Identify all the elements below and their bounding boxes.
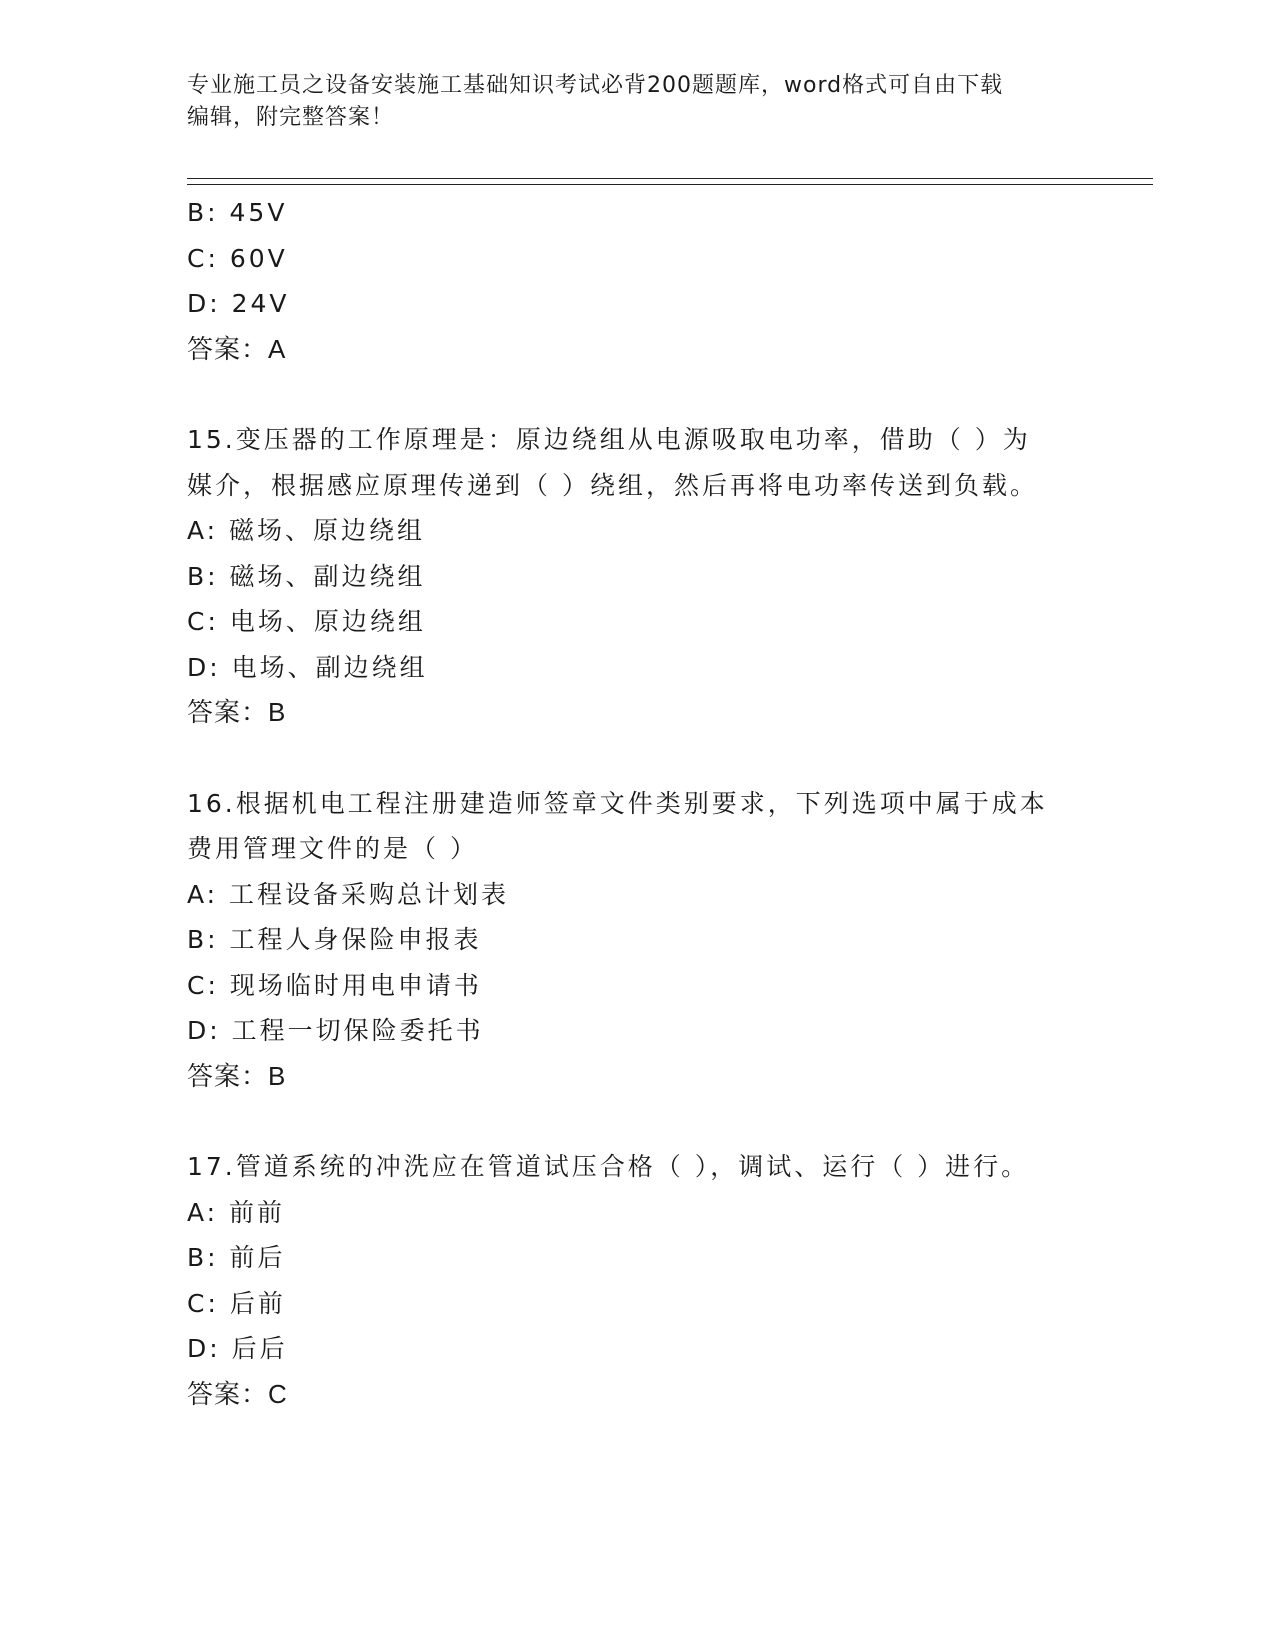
option-d: D: 电场、副边绕组 (187, 652, 428, 682)
option-d: D: 24V (187, 289, 290, 318)
header-line-1: 专业施工员之设备安装施工基础知识考试必背200题题库，word格式可自由下载 (187, 73, 1004, 98)
header-divider (187, 178, 1153, 185)
question-17 (187, 1144, 1087, 1417)
option-a: A: 前前 (187, 1197, 286, 1227)
option-b: B: 前后 (187, 1243, 286, 1272)
answer-line: 答案：C (187, 1378, 288, 1409)
option-a: A: 工程设备采购总计划表 (187, 879, 510, 909)
question-15 (187, 417, 1087, 736)
option-c: C: 后前 (187, 1288, 286, 1318)
question-stem-line: 15.变压器的工作原理是：原边绕组从电源吸取电功率，借助（ ）为 (187, 425, 1031, 454)
question-list (187, 190, 1087, 1417)
answer-line: 答案：B (187, 1060, 287, 1091)
question-stem-line: 费用管理文件的是（ ） (187, 834, 478, 863)
option-b: B: 45V (187, 198, 288, 227)
option-d: D: 工程一切保险委托书 (187, 1016, 484, 1045)
question-stem-line: 17.管道系统的冲洗应在管道试压合格（ ），调试、运行（ ）进行。 (187, 1152, 1030, 1181)
option-c: C: 电场、原边绕组 (187, 607, 426, 636)
option-d: D: 后后 (187, 1334, 288, 1363)
option-b: B: 磁场、副边绕组 (187, 561, 426, 591)
header-line-2: 编辑，附完整答案！ (187, 105, 395, 130)
option-c: C: 60V (187, 243, 288, 273)
answer-line: 答案：A (187, 333, 287, 364)
question-16 (187, 781, 1087, 1100)
answer-line: 答案：B (187, 697, 287, 727)
option-c: C: 现场临时用电申请书 (187, 970, 482, 1000)
question-stem-line: 媒介，根据感应原理传递到（ ）绕组，然后再将电功率传送到负载。 (187, 470, 1038, 500)
question-14-tail (187, 190, 1087, 372)
option-b: B: 工程人身保险申报表 (187, 925, 482, 954)
document-header (187, 70, 1067, 134)
option-a: A: 磁场、原边绕组 (187, 516, 426, 545)
question-stem-line: 16.根据机电工程注册建造师签章文件类别要求，下列选项中属于成本 (187, 788, 1048, 818)
